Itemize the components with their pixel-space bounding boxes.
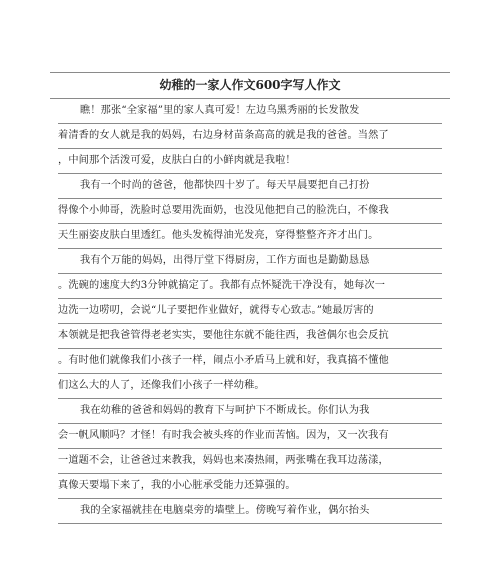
- paragraph-3: [50, 249, 450, 399]
- paragraph-4: [50, 399, 450, 499]
- text-line: 得像个小帅哥，洗脸时总要用洗面奶，也没见他把自己的脸洗白，不像我: [58, 199, 442, 224]
- text-line: 一道题不会，让爸爸过来教我，妈妈也来凑热闹，两张嘴在我耳边荡漾，: [58, 449, 442, 474]
- text-line: ，中间那个活泼可爱，皮肤白白的小鲜肉就是我啦！: [58, 149, 442, 174]
- paragraph-1: [50, 99, 450, 174]
- text-line: 着清香的女人就是我的妈妈，右边身材苗条高高的就是我的爸爸。当然了: [58, 124, 442, 149]
- text-line: 会一帆风顺吗？才怪！有时我会被头疼的作业而苦恼。因为，又一次我有: [58, 424, 442, 449]
- text-line: 真像天要塌下来了，我的小心脏承受能力还算强的。: [58, 474, 442, 499]
- text-line: 边洗一边唠叨，会说“儿子要把作业做好，就得专心致志。”她最厉害的: [58, 299, 442, 324]
- essay-document: [50, 72, 450, 524]
- essay-title: 幼稚的一家人作文600字写人作文: [50, 73, 450, 99]
- paragraph-2: [50, 174, 450, 249]
- text-line: 我在幼稚的爸爸和妈妈的教育下与呵护下不断成长。你们认为我: [58, 399, 442, 424]
- text-line: 我有个万能的妈妈，出得厅堂下得厨房，工作方面也是勤勤恳恳: [58, 249, 442, 274]
- text-line: 。有时他们就像我们小孩子一样，闹点小矛盾马上就和好，我真搞不懂他: [58, 349, 442, 374]
- text-line: 我的全家福就挂在电脑桌旁的墙壁上。傍晚写着作业，偶尔抬头: [58, 499, 442, 524]
- text-line: 天生丽姿皮肤白里透红。他头发梳得油光发亮，穿得整整齐齐才出门。: [58, 224, 442, 249]
- text-line: 本领就是把我爸管得老老实实，要他往东就不能往西，我爸偶尔也会反抗: [58, 324, 442, 349]
- text-line: 我有一个时尚的爸爸，他都快四十岁了。每天早晨要把自己打扮: [58, 174, 442, 199]
- paragraph-5: [50, 499, 450, 524]
- text-line: 瞧！那张“全家福”里的家人真可爱！左边乌黑秀丽的长发散发: [58, 99, 442, 124]
- text-line: 们这么大的人了，还像我们小孩子一样幼稚。: [58, 374, 442, 399]
- text-line: 。洗碗的速度大约3分钟就搞定了。我都有点怀疑洗干净没有，她每次一: [58, 274, 442, 299]
